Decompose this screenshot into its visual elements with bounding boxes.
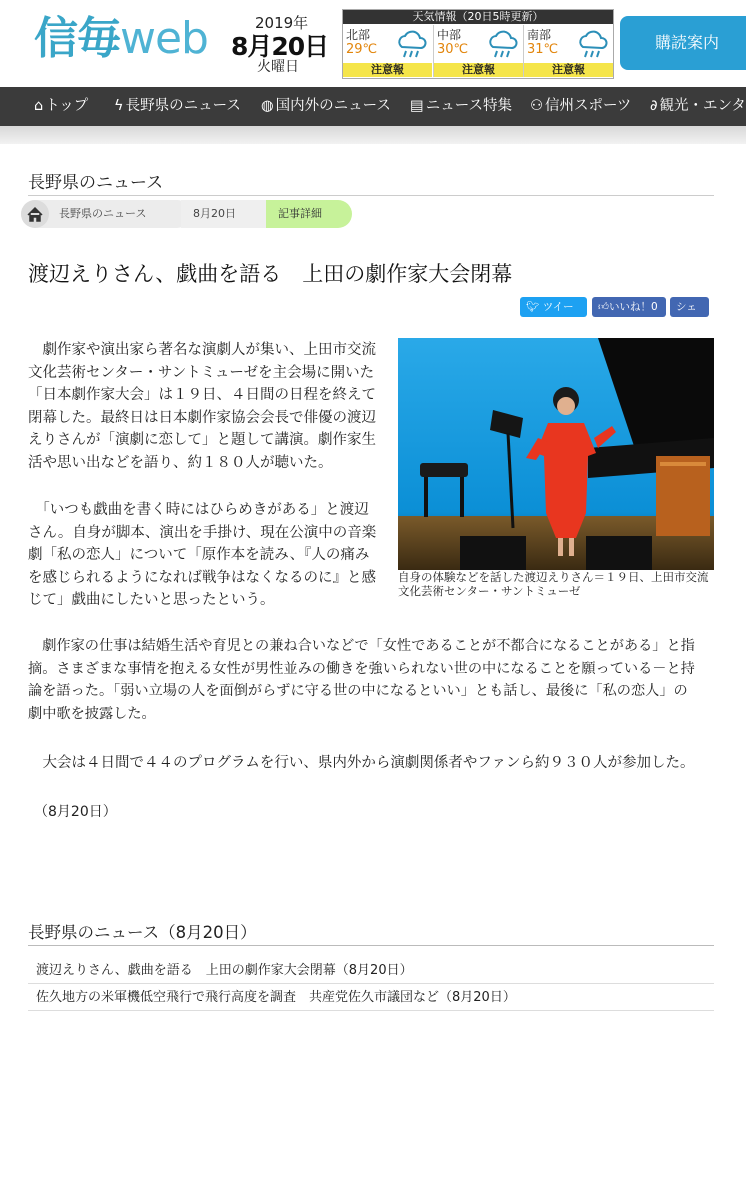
- site-logo[interactable]: [34, 14, 208, 64]
- weather-warning: 注意報: [343, 63, 432, 77]
- weather-temp: 29℃: [346, 42, 378, 57]
- text-line: 「日本劇作家大会」は１９日、４日間の日程を終えて: [28, 387, 376, 403]
- caption-line: 自身の体験などを話した渡辺えりさん＝１９日、上田市交流: [398, 570, 709, 584]
- share-label: シェア: [676, 301, 697, 333]
- article-paragraph-3: [28, 635, 728, 725]
- cloud-rain-icon: [395, 27, 429, 61]
- text-line: じて」戯曲にしたいと思ったという。: [28, 592, 275, 608]
- text-line: さん。自身が脚本、演出を手掛け、現在公演中の音楽: [28, 524, 377, 541]
- breadcrumb: [21, 200, 361, 230]
- tweet-button[interactable]: [520, 297, 587, 333]
- nav-item-world-news[interactable]: [261, 87, 391, 126]
- subscribe-button[interactable]: 購読案内: [620, 16, 746, 70]
- text-line: 摘。さまざまな事情を抱える女性が男性並みの働きを強いられない世の中になることを願っている－と持: [28, 660, 695, 677]
- section-title: 長野県のニュース: [28, 173, 164, 193]
- like-button[interactable]: [592, 297, 666, 317]
- weather-temp: 31℃: [527, 42, 559, 57]
- breadcrumb-label: 8月20日: [193, 207, 236, 220]
- home-icon: [21, 200, 49, 228]
- share-button[interactable]: [670, 297, 709, 333]
- text-line: 劇中歌を披露した。: [28, 705, 156, 722]
- weather-panel[interactable]: [342, 9, 614, 79]
- text-line: 閉幕した。最終日は日本劇作家協会会長で俳優の渡辺: [28, 409, 376, 426]
- weather-title: 天気情報（20日5時更新）: [343, 10, 613, 24]
- link-icon: ∂: [650, 98, 658, 114]
- nav-item-features[interactable]: [410, 87, 512, 126]
- text-line: えりさんが「演劇に恋して」と題して講演。劇作家生: [28, 432, 376, 448]
- breadcrumb-label: 記事詳細: [278, 207, 322, 220]
- cloud-rain-icon: [576, 27, 610, 61]
- weather-region: 北部: [346, 28, 371, 42]
- bolt-icon: ϟ: [114, 98, 124, 114]
- nav-item-tourism[interactable]: [650, 87, 746, 126]
- photo-caption: [398, 571, 718, 598]
- related-news-divider: [28, 945, 714, 946]
- section-divider: [28, 195, 714, 196]
- site-header: [0, 0, 746, 87]
- weather-temp: 30℃: [437, 42, 469, 57]
- like-label: いいね！0: [608, 301, 658, 313]
- article-paragraph-2: [28, 499, 376, 612]
- nav-shadow: [0, 126, 746, 144]
- nav-item-label: 長野県のニュース: [125, 98, 241, 114]
- weather-warning: 注意報: [524, 63, 613, 77]
- date-year: 2019年: [255, 14, 309, 32]
- text-line: 「いつも戯曲を書く時にはひらめきがある」と渡辺: [28, 502, 369, 518]
- logo-web: web: [120, 13, 208, 64]
- nav-item-top[interactable]: [34, 87, 88, 126]
- text-line: 劇作家の仕事は結婚生活や育児との兼ね合いなどで「女性であることが不都合になることがある」と指: [28, 638, 695, 654]
- text-line: 活や思い出などを語り、約１８０人が聴いた。: [28, 454, 333, 471]
- nav-item-label: ニュース特集: [425, 98, 512, 114]
- date-weekday: 火曜日: [257, 59, 299, 75]
- text-line: 劇作家や演出家ら著名な演劇人が集い、上田市交流: [28, 342, 376, 358]
- nav-item-label: 国内外のニュース: [275, 98, 391, 114]
- stage-photo: [398, 338, 714, 570]
- article-photo: [398, 338, 714, 570]
- nav-item-label: トップ: [45, 98, 89, 114]
- nav-item-nagano-news[interactable]: [114, 87, 241, 126]
- article-paragraph-1: [28, 339, 376, 474]
- date-day: 8月20日: [231, 32, 329, 61]
- article-date: （8月20日）: [34, 804, 117, 820]
- breadcrumb-home[interactable]: [21, 200, 49, 228]
- weather-north: [343, 25, 432, 77]
- article-paragraph-4: 大会は４日間で４４のプログラムを行い、県内外から演劇関係者やファンら約９３０人が参加した。: [28, 755, 695, 771]
- document-icon: ▤: [410, 98, 424, 114]
- nav-item-label: 信州スポーツ: [545, 98, 632, 114]
- text-line: 文化芸術センター・サントミューゼを主会場に開いた: [28, 364, 375, 381]
- tweet-label: ツイート: [526, 301, 574, 333]
- related-news-title: 長野県のニュース（8月20日）: [28, 923, 257, 942]
- weather-region: 中部: [437, 28, 462, 42]
- list-item[interactable]: 渡辺えりさん、戯曲を語る 上田の劇作家大会閉幕（8月20日）: [28, 957, 714, 984]
- home-icon: ⌂: [34, 98, 44, 114]
- nav-item-label: 観光・エンタ: [659, 98, 746, 114]
- text-line: を感じられるようになれば戦争はなくなるのに』と感: [28, 569, 376, 586]
- list-item[interactable]: 佐久地方の米軍機低空飛行で飛行高度を調査 共産党佐久市議団など（8月20日）: [28, 984, 714, 1011]
- weather-region: 南部: [527, 28, 552, 42]
- thumbs-up-icon: 👍︎: [598, 301, 609, 313]
- breadcrumb-label: 長野県のニュース: [59, 207, 147, 220]
- globe-icon: ◍: [261, 98, 274, 114]
- weather-central: [433, 25, 523, 77]
- global-nav: [0, 87, 746, 126]
- article-headline: 渡辺えりさん、戯曲を語る 上田の劇作家大会閉幕: [28, 262, 513, 286]
- twitter-icon: 🐦︎: [526, 301, 540, 313]
- text-line: 論を語った。「弱い立場の人を面倒がらずに守る世の中になるといい」とも話し、最後に「私の恋人」の: [28, 683, 688, 699]
- weather-south: [523, 25, 613, 77]
- ball-icon: ⚇: [530, 98, 543, 114]
- nav-item-sports[interactable]: [530, 87, 631, 126]
- breadcrumb-current: [266, 200, 352, 228]
- weather-warning: 注意報: [434, 63, 523, 77]
- logo-main: 信毎: [34, 13, 120, 64]
- caption-line: 文化芸術センター・サントミューゼ: [398, 583, 581, 598]
- cloud-rain-icon: [486, 27, 520, 61]
- text-line: 劇「私の恋人」について「原作本を読み、『人の痛み: [28, 547, 370, 563]
